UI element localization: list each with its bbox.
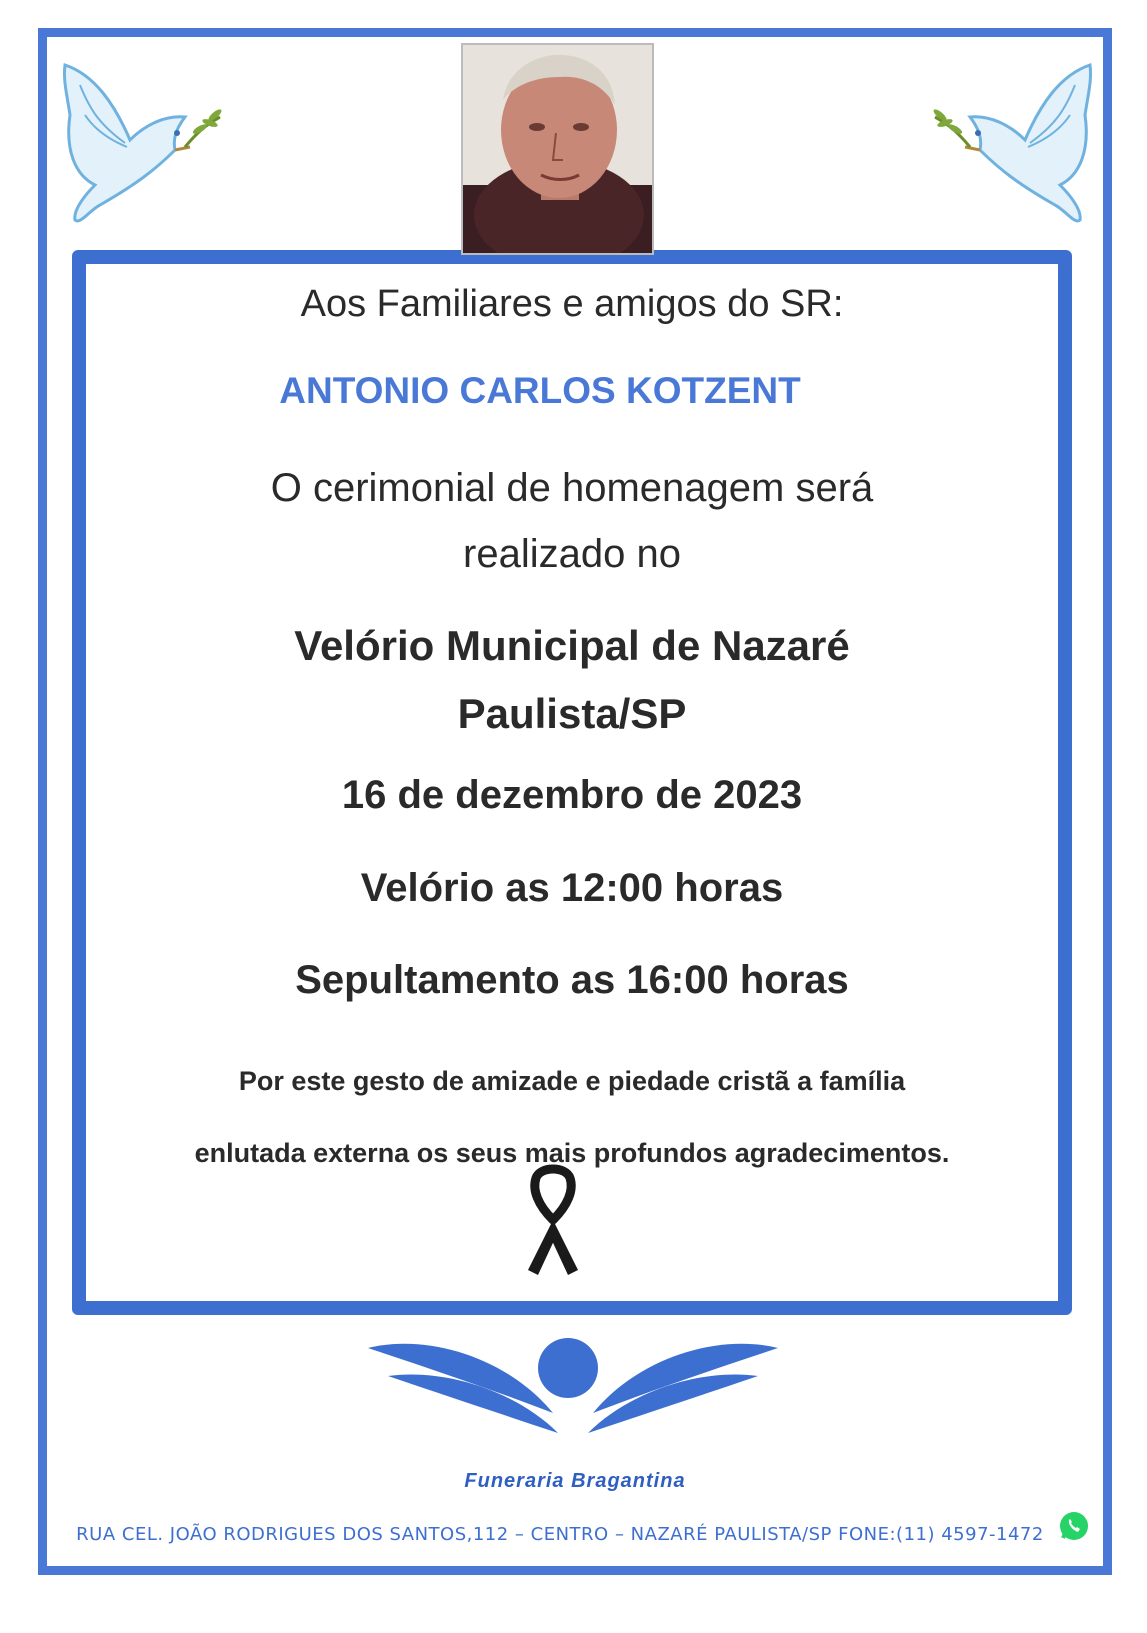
portrait-photo	[461, 43, 654, 255]
wake-time: Velório as 12:00 horas	[360, 866, 784, 910]
mourning-ribbon-icon	[518, 1160, 588, 1280]
venue-line-1: Velório Municipal de Nazaré	[294, 622, 850, 669]
company-address: RUA CEL. JOÃO RODRIGUES DOS SANTOS,112 – CENTRO – NAZARÉ PAULISTA/SP FONE:(11) 4597-1472	[76, 1524, 1044, 1545]
greeting-text: Aos Familiares e amigos do SR:	[300, 283, 844, 325]
dove-icon	[55, 55, 225, 235]
deceased-name: ANTONIO CARLOS KOTZENT	[279, 370, 801, 411]
ceremony-text	[72, 455, 1072, 587]
burial-time: Sepultamento as 16:00 horas	[295, 958, 849, 1002]
thanks-line-1: Por este gesto de amizade e piedade cristã a família	[238, 1066, 906, 1096]
ceremony-line-2: realizado no	[463, 532, 681, 576]
venue-line-2: Paulista/SP	[457, 690, 687, 737]
dove-icon	[930, 55, 1100, 235]
funeral-home-logo	[368, 1338, 778, 1438]
company-name: Funeraria Bragantina	[464, 1470, 686, 1492]
thanks-line-2: enlutada externa os seus mais profundos agradecimentos.	[194, 1138, 950, 1168]
ceremony-date: 16 de dezembro de 2023	[341, 773, 803, 817]
ceremony-line-1: O cerimonial de homenagem será	[270, 466, 874, 510]
whatsapp-icon[interactable]	[1058, 1510, 1090, 1542]
venue-text	[72, 612, 1072, 748]
